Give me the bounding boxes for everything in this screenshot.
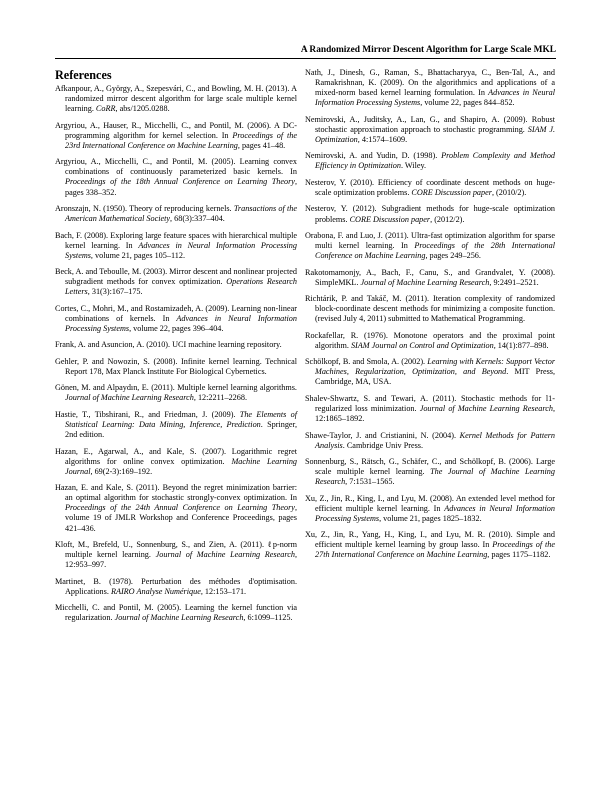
reference-title: ℓp-norm multiple kernel learning.	[65, 539, 298, 560]
reference-venue: CoRR	[95, 104, 116, 114]
reference-title: Learning the kernel function via regularization.	[65, 603, 297, 623]
reference-entry	[305, 431, 555, 451]
reference-authors: Sonnenburg, S., Rätsch, G., Schäfer, C., and Schölkopf, B. (2006).	[305, 457, 533, 467]
reference-authors: Afkanpour, A., György, A., Szepesvári, C., and Bowling, M. H. (2013).	[55, 84, 290, 93]
reference-title: Perturbation des méthodes d'optimisation. Applications.	[65, 576, 298, 596]
reference-details: , volume 21, pages 105–112.	[90, 250, 185, 260]
reference-details: , volume 19 of JMLR Workshop and Conference Proceedings, pages 421–436.	[65, 503, 297, 533]
reference-venue: Proceedings of the 18th Annual Conference on Learning Theory	[65, 177, 295, 187]
reference-details: . Wiley.	[400, 161, 427, 171]
reference-title: Simple and efficient multiple kernel learning by group lasso. In	[315, 530, 555, 550]
reference-details: , 14(1):877–898.	[493, 340, 549, 350]
reference-venue: Learning with Kernels: Support Vector Machines, Regularization, Optimization, and Beyond	[315, 357, 556, 377]
reference-title: Learning convex combinations of continuously parameterized basic kernels. In	[65, 157, 297, 177]
reference-venue: Journal of Machine Learning Research	[65, 393, 194, 403]
reference-details: , 31(3):167–175.	[87, 287, 143, 297]
reference-details: , volume 22, pages 844–852.	[420, 98, 515, 108]
reference-venue: RAIRO Analyse Numérique	[110, 586, 201, 596]
reference-authors: Xu, Z., Jin, R., King, I., and Lyu, M. (2008).	[305, 493, 454, 503]
reference-details: , pages 249–256.	[425, 251, 481, 261]
reference-title: Subgradient methods for huge-scale optimization problems.	[315, 204, 556, 224]
reference-authors: Nemirovski, A., Juditsky, A., Lan, G., and Shapiro, A. (2009).	[305, 114, 528, 124]
reference-details: , pages 338–352.	[65, 177, 297, 197]
reference-entry	[305, 494, 555, 524]
reference-entry	[55, 204, 297, 224]
reference-authors: Richtárik, P. and Takáč, M. (2011).	[305, 294, 430, 304]
reference-title: Exploring large feature spaces with hierarchical multiple kernel learning. In	[65, 230, 297, 250]
reference-authors: Argyriou, A., Hauser, R., Micchelli, C., and Pontil, M. (2006).	[55, 120, 272, 130]
reference-venue: Machine Learning Journal	[65, 456, 298, 476]
reference-entry	[305, 457, 555, 487]
reference-title: SimpleMKL.	[315, 277, 361, 287]
reference-title: A DC-programming algorithm for kernel selection. In	[65, 120, 298, 140]
reference-details: , 4:1574–1609.	[357, 134, 408, 144]
reference-venue: SIAM Journal on Control and Optimization	[350, 340, 494, 350]
reference-entry	[305, 331, 555, 351]
reference-authors: Gönen, M. and Alpaydın, E. (2011).	[55, 383, 175, 393]
reference-venue: Advances in Neural Information Processing Systems	[315, 88, 556, 108]
reference-authors: Hazan, E. and Kale, S. (2011).	[55, 483, 160, 493]
reference-authors: Nesterov, Y. (2010).	[305, 177, 375, 187]
reference-entry	[55, 121, 297, 151]
reference-title: Large scale multiple kernel learning.	[315, 457, 555, 477]
reference-details: , 9:2491–2521.	[489, 277, 539, 287]
reference-details: , pages 1175–1182.	[487, 550, 551, 560]
reference-entry	[305, 530, 555, 560]
reference-authors: Shalev-Shwartz, S. and Tewari, A. (2011).	[305, 393, 457, 403]
reference-venue: Proceedings of the 27th International Conference on Machine Learning	[315, 540, 555, 560]
reference-details: , pages 41–48.	[237, 140, 286, 150]
reference-entry	[305, 68, 555, 108]
reference-title: Robust stochastic approximation approach to stochastic programming.	[315, 114, 555, 134]
reference-title: Beyond the regret minimization barrier: an optimal algorithm for stochastic strongly-convex optimization. In	[65, 483, 297, 503]
reference-details: , 6:1099–1125.	[243, 613, 293, 623]
reference-details: . Springer, 2nd edition.	[65, 419, 298, 440]
reference-title: Stochastic methods for l1-regularized loss minimization.	[315, 393, 555, 413]
reference-details: , 12:153–171.	[200, 586, 247, 596]
reference-entry	[55, 304, 297, 334]
reference-venue: Kernel Methods for Pattern Analysis	[315, 430, 556, 450]
reference-authors: Xu, Z., Jin, R., Yang, H., King, I., and Lyu, M. R. (2010).	[305, 530, 513, 540]
reference-entry	[305, 151, 555, 171]
reference-details: . Cambridge Univ Press.	[342, 440, 424, 450]
reference-authors: Orabona, F. and Luo, J. (2011).	[305, 230, 409, 240]
reference-venue: Proceedings of the 24th Annual Conference on Learning Theory	[65, 503, 295, 513]
reference-entry	[55, 577, 297, 597]
reference-entry	[55, 540, 297, 570]
reference-venue: Advances in Neural Information Processing Systems	[65, 313, 297, 333]
reference-entry	[55, 267, 297, 297]
reference-entry	[55, 340, 297, 350]
reference-entry	[55, 383, 297, 403]
reference-entry	[305, 178, 555, 198]
reference-title: Theory of reproducing kernels.	[127, 203, 234, 213]
reference-authors: Aronszajn, N. (1950).	[55, 203, 128, 213]
reference-entry	[305, 115, 555, 145]
reference-title: Efficiency of coordinate descent methods on huge-scale optimization problems.	[315, 177, 555, 197]
reference-entry	[305, 294, 555, 324]
reference-authors: Rockafellar, R. (1976).	[305, 330, 388, 340]
reference-title: Monotone operators and the proximal point algorithm.	[315, 330, 555, 350]
reference-authors: Nath, J., Dinesh, G., Raman, S., Bhattacharyya, C., Ben-Tal, A., and Ramakrishnan, K. (2009).	[305, 68, 555, 88]
reference-title: An extended level method for efficient multiple kernel learning. In	[315, 493, 555, 513]
reference-entry	[55, 157, 297, 197]
reference-authors: Gehler, P. and Nowozin, S. (2008).	[55, 356, 178, 366]
reference-authors: Cortes, C., Mohri, M., and Rostamizadeh, A. (2009).	[55, 303, 230, 313]
reference-entry	[305, 357, 555, 387]
reference-authors: Kloft, M., Brefeld, U., Sonnenburg, S., and Zien, A. (2011).	[55, 539, 264, 549]
reference-venue: Proceedings of the 23rd International Conference on Machine Learning	[65, 130, 297, 150]
reference-details: , (2010/2).	[491, 187, 527, 197]
reference-authors: Frank, A. and Asuncion, A. (2010).	[55, 340, 171, 350]
reference-details: . MIT Press, Cambridge, MA, USA.	[315, 367, 555, 387]
reference-details: , 12:2211–2268.	[193, 393, 248, 403]
reference-venue: Operations Research Letters	[65, 277, 297, 297]
reference-title: Multiple kernel learning algorithms.	[174, 383, 297, 393]
reference-entry	[305, 394, 555, 424]
reference-venue: CORE Discussion paper	[349, 214, 431, 224]
reference-title: Infinite kernel learning. Technical Report 178, Max Planck Institute For Biological Cybernetics.	[65, 356, 298, 376]
reference-title: Ultra-fast optimization algorithm for sparse multi kernel learning. In	[315, 230, 555, 251]
reference-details: , (2012/2).	[430, 214, 465, 224]
left-reference-column	[55, 84, 297, 630]
reference-title: Logarithmic regret algorithms for online convex optimization.	[65, 446, 298, 466]
reference-venue: Proceedings of the 28th International Conference on Machine Learning	[315, 241, 555, 261]
reference-title: Iteration complexity of randomized block-coordinate descent methods for minimizing a composite function. (revised July 4, 2011) submitted to Mathematical Programming.	[315, 294, 555, 324]
references-heading: References	[55, 68, 112, 82]
reference-details: , 68(3):337–404.	[170, 214, 225, 224]
reference-authors: Hastie, T., Tibshirani, R., and Friedman, J. (2009).	[55, 409, 236, 419]
reference-authors: Rakotomamonjy, A., Bach, F., Canu, S., and Grandvalet, Y. (2008).	[305, 267, 555, 277]
reference-venue: Advances in Neural Information Processing Systems	[65, 240, 297, 260]
right-reference-column	[305, 68, 555, 567]
reference-venue: CORE Discussion paper	[411, 187, 492, 197]
header-rule	[55, 58, 556, 59]
reference-entry	[55, 231, 297, 261]
reference-authors: Argyriou, A., Micchelli, C., and Pontil, M. (2005).	[55, 157, 236, 167]
reference-entry	[55, 603, 297, 623]
reference-venue: Journal of Machine Learning Research	[155, 550, 295, 560]
reference-authors: Martinet, B. (1978).	[55, 576, 133, 586]
reference-entry	[305, 204, 555, 224]
reference-venue: SIAM J. Optimization	[315, 124, 555, 144]
reference-venue: Journal of Machine Learning Research	[360, 277, 490, 287]
reference-entry	[55, 84, 297, 114]
reference-title: On the algorithmics and applications of a mixed-norm based kernel learning formulation. In	[315, 78, 555, 98]
reference-entry	[305, 231, 555, 261]
reference-title: A randomized mirror descent algorithm for large scale multiple kernel learning.	[65, 84, 297, 114]
reference-details: , 12:1865–1892.	[315, 403, 555, 424]
reference-title: Learning non-linear combinations of kernels. In	[65, 303, 297, 323]
reference-entry	[55, 410, 297, 440]
reference-entry	[55, 483, 297, 533]
reference-title: Mirror descent and nonlinear projected subgradient methods for convex optimization.	[65, 267, 297, 287]
reference-authors: Nemirovski, A. and Yudin, D. (1998).	[305, 151, 438, 161]
reference-venue: Journal of Machine Learning Research	[114, 613, 244, 623]
reference-authors: Nesterov, Y. (2012).	[305, 204, 377, 214]
reference-entry	[55, 357, 297, 377]
reference-details: , 7:1531–1565.	[345, 477, 395, 487]
reference-details: , volume 21, pages 1825–1832.	[379, 513, 482, 523]
reference-venue: Transactions of the American Mathematical Society	[65, 203, 298, 224]
reference-details: , 69(2-3):169–192.	[90, 466, 153, 476]
reference-entry	[55, 447, 297, 477]
reference-venue: The Journal of Machine Learning Research	[315, 467, 555, 487]
reference-details: , volume 22, pages 396–404.	[129, 323, 224, 333]
running-header: A Randomized Mirror Descent Algorithm for Large Scale MKL	[300, 45, 556, 55]
reference-authors: Bach, F. (2008).	[55, 230, 109, 240]
reference-details: , abs/1205.0288.	[115, 104, 170, 114]
reference-entry	[305, 268, 555, 288]
reference-authors: Schölkopf, B. and Smola, A. (2002).	[305, 357, 426, 367]
reference-venue: Problem Complexity and Method Efficiency in Optimization	[315, 151, 556, 171]
reference-authors: Hazan, E., Agarwal, A., and Kale, S. (2007).	[55, 446, 227, 456]
reference-authors: Beck, A. and Teboulle, M. (2003).	[55, 267, 168, 277]
reference-authors: Shawe-Taylor, J. and Cristianini, N. (2004).	[305, 430, 457, 440]
reference-venue: Advances in Neural Information Processing Systems	[315, 503, 555, 523]
reference-details: , 12:953–997.	[65, 550, 297, 570]
reference-title: UCI machine learning repository.	[170, 340, 282, 350]
reference-venue: The Elements of Statistical Learning: Data Mining, Inference, Prediction	[65, 409, 297, 429]
reference-venue: Journal of Machine Learning Research	[419, 403, 553, 413]
reference-authors: Micchelli, C. and Pontil, M. (2005).	[55, 603, 182, 613]
